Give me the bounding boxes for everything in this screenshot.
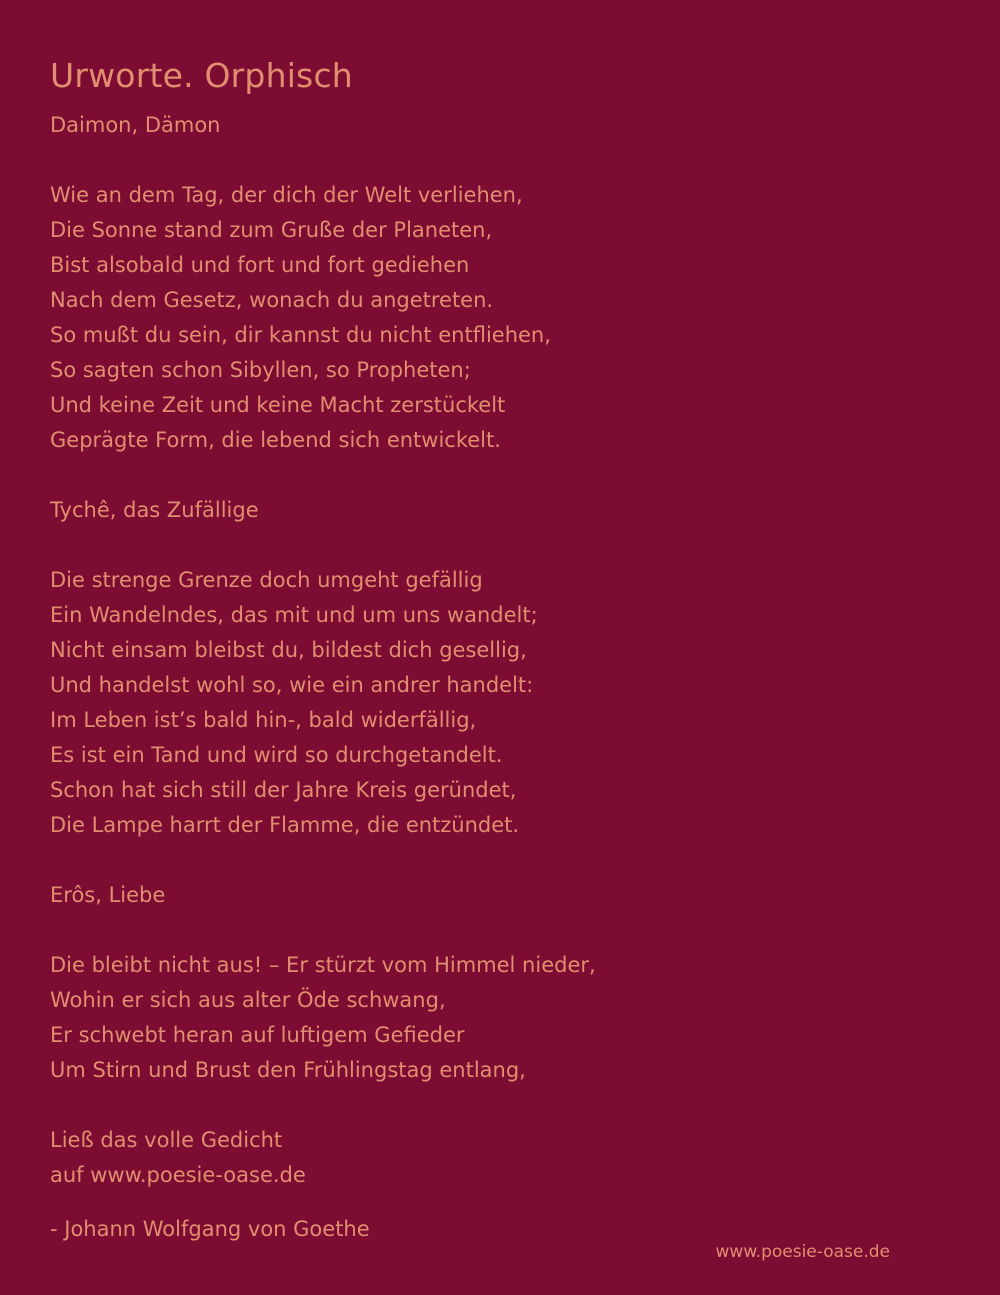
poem-line: Und keine Zeit und keine Macht zerstückelt — [50, 393, 506, 417]
poem-line: Bist alsobald und fort und fort gediehen — [50, 253, 470, 277]
section-heading-daimon: Daimon, Dämon — [50, 113, 221, 137]
poem-line: Es ist ein Tand und wird so durchgetandelt. — [50, 743, 503, 767]
poem-title: Urworte. Orphisch — [50, 56, 353, 95]
read-more-line: Ließ das volle Gedicht — [50, 1128, 283, 1152]
poem-line: Wie an dem Tag, der dich der Welt verliehen, — [50, 183, 523, 207]
poem-line: Die strenge Grenze doch umgeht gefällig — [50, 568, 483, 592]
poem-line: Ein Wandelndes, das mit und um uns wandelt; — [50, 603, 538, 627]
poem-line: So mußt du sein, dir kannst du nicht entfliehen, — [50, 323, 551, 347]
poem-author: - Johann Wolfgang von Goethe — [50, 1217, 370, 1241]
poem-line: Schon hat sich still der Jahre Kreis geründet, — [50, 778, 517, 802]
poem-line: Wohin er sich aus alter Öde schwang, — [50, 988, 446, 1012]
poem-line: So sagten schon Sibyllen, so Propheten; — [50, 358, 471, 382]
poem-line: Um Stirn und Brust den Frühlingstag entlang, — [50, 1058, 526, 1082]
read-more-note — [50, 1123, 950, 1193]
poem-line: Geprägte Form, die lebend sich entwickelt. — [50, 428, 501, 452]
section-heading-tyche: Tychê, das Zufällige — [50, 498, 259, 522]
poem-line: Er schwebt heran auf luftigem Gefieder — [50, 1023, 465, 1047]
poem-line: Nach dem Gesetz, wonach du angetreten. — [50, 288, 494, 312]
poem-page — [50, 52, 950, 1247]
section-heading-eros: Erôs, Liebe — [50, 883, 166, 907]
poem-line: Die Sonne stand zum Gruße der Planeten, — [50, 218, 493, 242]
stanza-eros — [50, 948, 950, 1088]
poem-line: Nicht einsam bleibst du, bildest dich gesellig, — [50, 638, 527, 662]
poem-line: Die bleibt nicht aus! – Er stürzt vom Himmel nieder, — [50, 953, 596, 977]
read-more-link[interactable]: auf www.poesie-oase.de — [50, 1163, 306, 1187]
site-watermark: www.poesie-oase.de — [715, 1242, 890, 1262]
poem-line: Im Leben ist’s bald hin-, bald widerfällig, — [50, 708, 477, 732]
stanza-tyche — [50, 563, 950, 843]
stanza-daimon — [50, 178, 950, 458]
poem-line: Und handelst wohl so, wie ein andrer handelt: — [50, 673, 534, 697]
poem-line: Die Lampe harrt der Flamme, die entzündet. — [50, 813, 520, 837]
